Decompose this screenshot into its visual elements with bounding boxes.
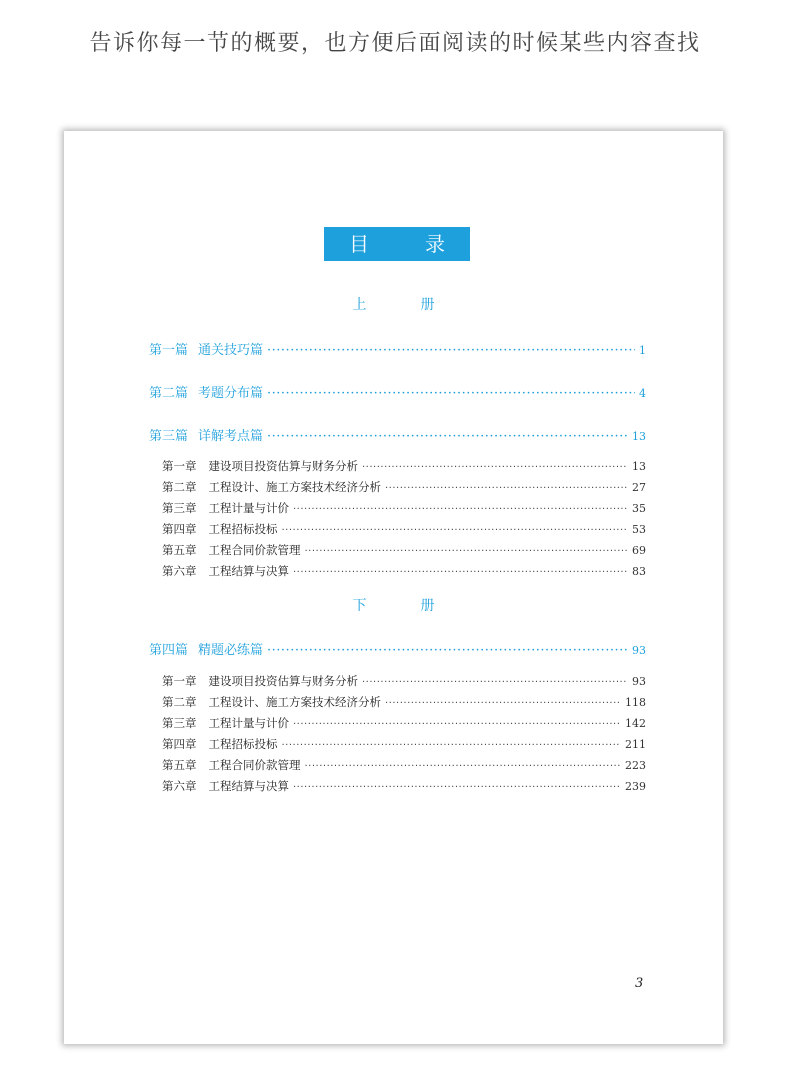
dot-leader xyxy=(362,677,628,688)
chapter-page: 239 xyxy=(625,780,646,793)
chapter-title: 建设项目投资估算与财务分析 xyxy=(208,459,358,473)
chapter-title: 工程合同价款管理 xyxy=(208,758,301,772)
chapter-title: 工程计量与计价 xyxy=(208,716,289,730)
dot-leader xyxy=(267,386,635,401)
part-number: 第一篇 xyxy=(149,343,189,358)
toc-chapter xyxy=(162,479,646,495)
volume-lower-heading: 下 册 xyxy=(352,598,455,614)
dot-leader xyxy=(362,462,628,473)
toc-chapter xyxy=(162,521,646,537)
chapter-page: 93 xyxy=(632,675,646,688)
part-page: 93 xyxy=(632,644,646,657)
book-page xyxy=(64,131,723,1044)
chapter-number: 第四章 xyxy=(162,737,197,751)
toc-part-4 xyxy=(149,639,646,658)
toc-chapter xyxy=(162,500,646,516)
toc-chapter xyxy=(162,757,646,773)
dot-leader xyxy=(293,719,621,730)
part-number: 第四篇 xyxy=(149,643,189,658)
part-page: 13 xyxy=(632,430,646,443)
toc-part-2 xyxy=(149,382,646,401)
chapter-title: 工程设计、施工方案技术经济分析 xyxy=(208,695,381,709)
chapter-page: 13 xyxy=(632,460,646,473)
chapter-title: 工程合同价款管理 xyxy=(208,543,301,557)
caption-text: 告诉你每一节的概要，也方便后面阅读的时候某些内容查找 xyxy=(89,31,701,56)
toc-chapter xyxy=(162,778,646,794)
toc-part-1 xyxy=(149,339,646,358)
chapter-title: 工程结算与决算 xyxy=(208,779,289,793)
chapter-number: 第三章 xyxy=(162,501,197,515)
chapter-number: 第六章 xyxy=(162,564,197,578)
dot-leader xyxy=(305,546,629,557)
dot-leader xyxy=(267,643,628,658)
toc-title: 目 录 xyxy=(324,227,470,261)
chapter-page: 83 xyxy=(632,565,646,578)
dot-leader xyxy=(293,782,621,793)
chapter-title: 工程招标投标 xyxy=(208,522,278,536)
chapter-title: 工程结算与决算 xyxy=(208,564,289,578)
toc-chapter xyxy=(162,736,646,752)
chapter-number: 第六章 xyxy=(162,779,197,793)
chapter-page: 211 xyxy=(625,738,646,751)
toc-chapter xyxy=(162,715,646,731)
part-number: 第二篇 xyxy=(149,386,189,401)
toc-chapter xyxy=(162,694,646,710)
dot-leader xyxy=(282,525,629,536)
dot-leader xyxy=(385,698,621,709)
dot-leader xyxy=(267,343,635,358)
part-page: 4 xyxy=(639,387,646,400)
chapter-number: 第三章 xyxy=(162,716,197,730)
chapter-number: 第五章 xyxy=(162,758,197,772)
dot-leader xyxy=(267,429,628,444)
chapter-title: 工程设计、施工方案技术经济分析 xyxy=(208,480,381,494)
chapter-page: 27 xyxy=(632,481,646,494)
toc-chapter xyxy=(162,563,646,579)
dot-leader xyxy=(293,504,628,515)
chapter-page: 69 xyxy=(632,544,646,557)
part-title: 通关技巧篇 xyxy=(198,343,264,358)
part-page: 1 xyxy=(639,344,646,357)
chapter-title: 工程招标投标 xyxy=(208,737,278,751)
chapter-number: 第二章 xyxy=(162,695,197,709)
part-title: 精题必练篇 xyxy=(198,643,264,658)
chapter-page: 142 xyxy=(625,717,646,730)
dot-leader xyxy=(385,483,628,494)
chapter-number: 第二章 xyxy=(162,480,197,494)
part-title: 详解考点篇 xyxy=(198,429,264,444)
chapter-page: 53 xyxy=(632,523,646,536)
chapter-title: 工程计量与计价 xyxy=(208,501,289,515)
page-number: 3 xyxy=(635,976,644,991)
dot-leader xyxy=(282,740,622,751)
chapter-title: 建设项目投资估算与财务分析 xyxy=(208,674,358,688)
chapter-number: 第四章 xyxy=(162,522,197,536)
chapter-number: 第一章 xyxy=(162,674,197,688)
part-number: 第三篇 xyxy=(149,429,189,444)
toc-part-3 xyxy=(149,425,646,444)
part-title: 考题分布篇 xyxy=(198,386,264,401)
chapter-number: 第五章 xyxy=(162,543,197,557)
toc-chapter xyxy=(162,542,646,558)
volume-upper-heading: 上 册 xyxy=(352,297,455,313)
toc-chapter xyxy=(162,673,646,689)
dot-leader xyxy=(305,761,622,772)
toc-chapter xyxy=(162,458,646,474)
chapter-page: 35 xyxy=(632,502,646,515)
dot-leader xyxy=(293,567,628,578)
chapter-number: 第一章 xyxy=(162,459,197,473)
chapter-page: 118 xyxy=(625,696,646,709)
chapter-page: 223 xyxy=(625,759,646,772)
